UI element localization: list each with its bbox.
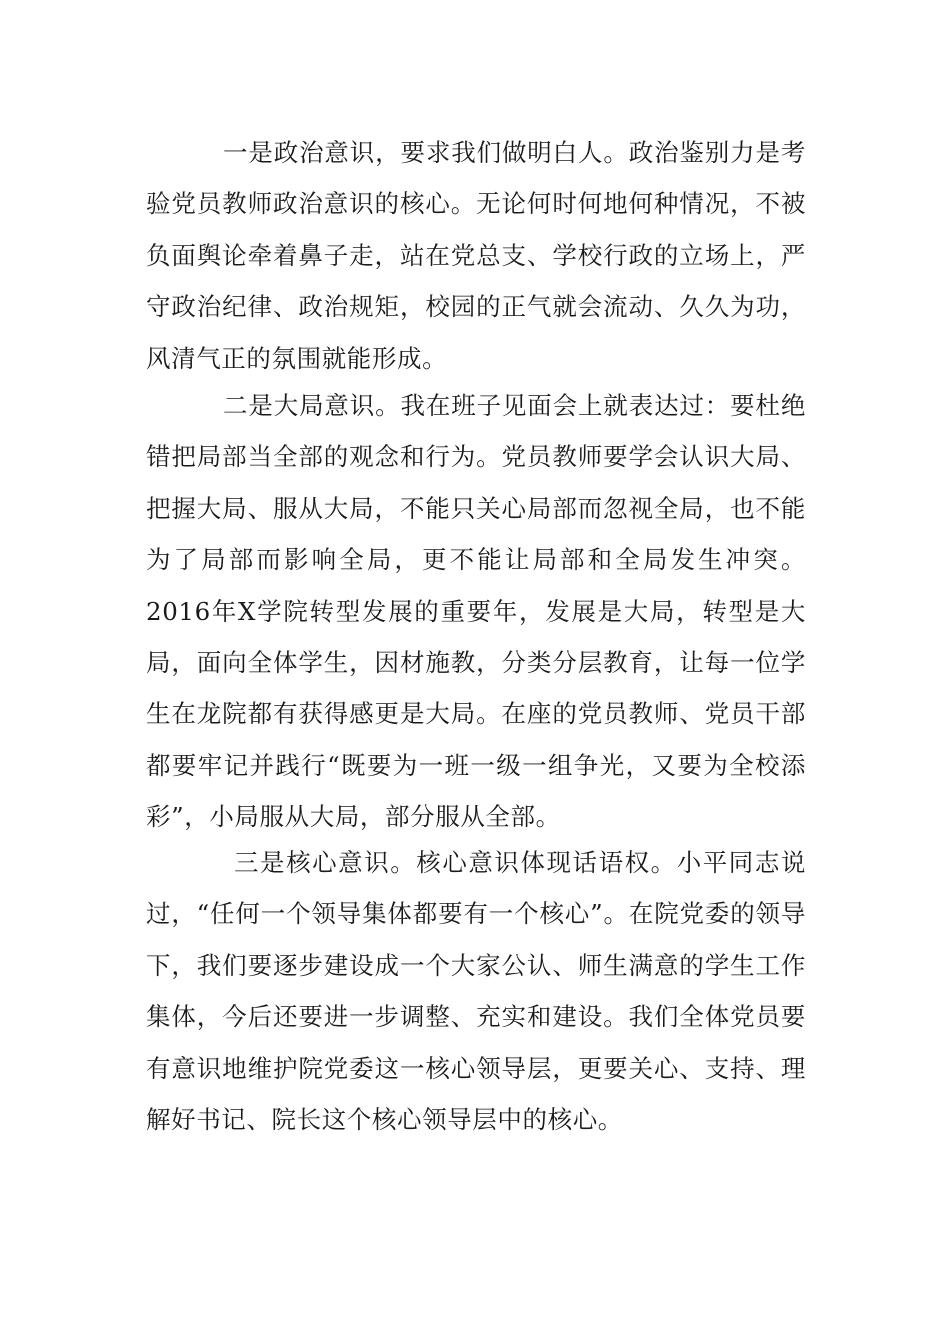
paragraph-political-awareness: 一是政治意识，要求我们做明白人。政治鉴别力是考验党员教师政治意识的核心。无论何时何地何种情况，不被负面舆论牵着鼻子走，站在党总支、学校行政的立场上，严守政治纪律、政治规矩，校园的正气就会流动、久久为功，风清气正的氛围就能形成。 [146,138,806,373]
paragraph-core-awareness: 三是核心意识。核心意识体现话语权。小平同志说过，“任何一个领导集体都要有一个核心”。在院党委的领导下，我们要逐步建设成一个大家公认、师生满意的学生工作集体，今后还要进一步调整、充实和建设。我们全体党员要有意识地维护院党委这一核心领导层，更要关心、支持、理解好书记、院长这个核心领导层中的核心。 [146,848,806,1135]
paragraph-overall-awareness: 二是大局意识。我在班子见面会上就表达过：要杜绝错把局部当全部的观念和行为。党员教师要学会认识大局、把握大局、服从大局，不能只关心局部而忽视全局，也不能为了局部而影响全局，更不能让局部和全局发生冲突。2016年X学院转型发展的重要年，发展是大局，转型是大局，面向全体学生，因材施教，分类分层教育，让每一位学生在龙院都有获得感更是大局。在座的党员教师、党员干部都要牢记并践行“既要为一班一级一组争光，又要为全校添彩”，小局服从大局，部分服从全部。 [146,391,806,832]
